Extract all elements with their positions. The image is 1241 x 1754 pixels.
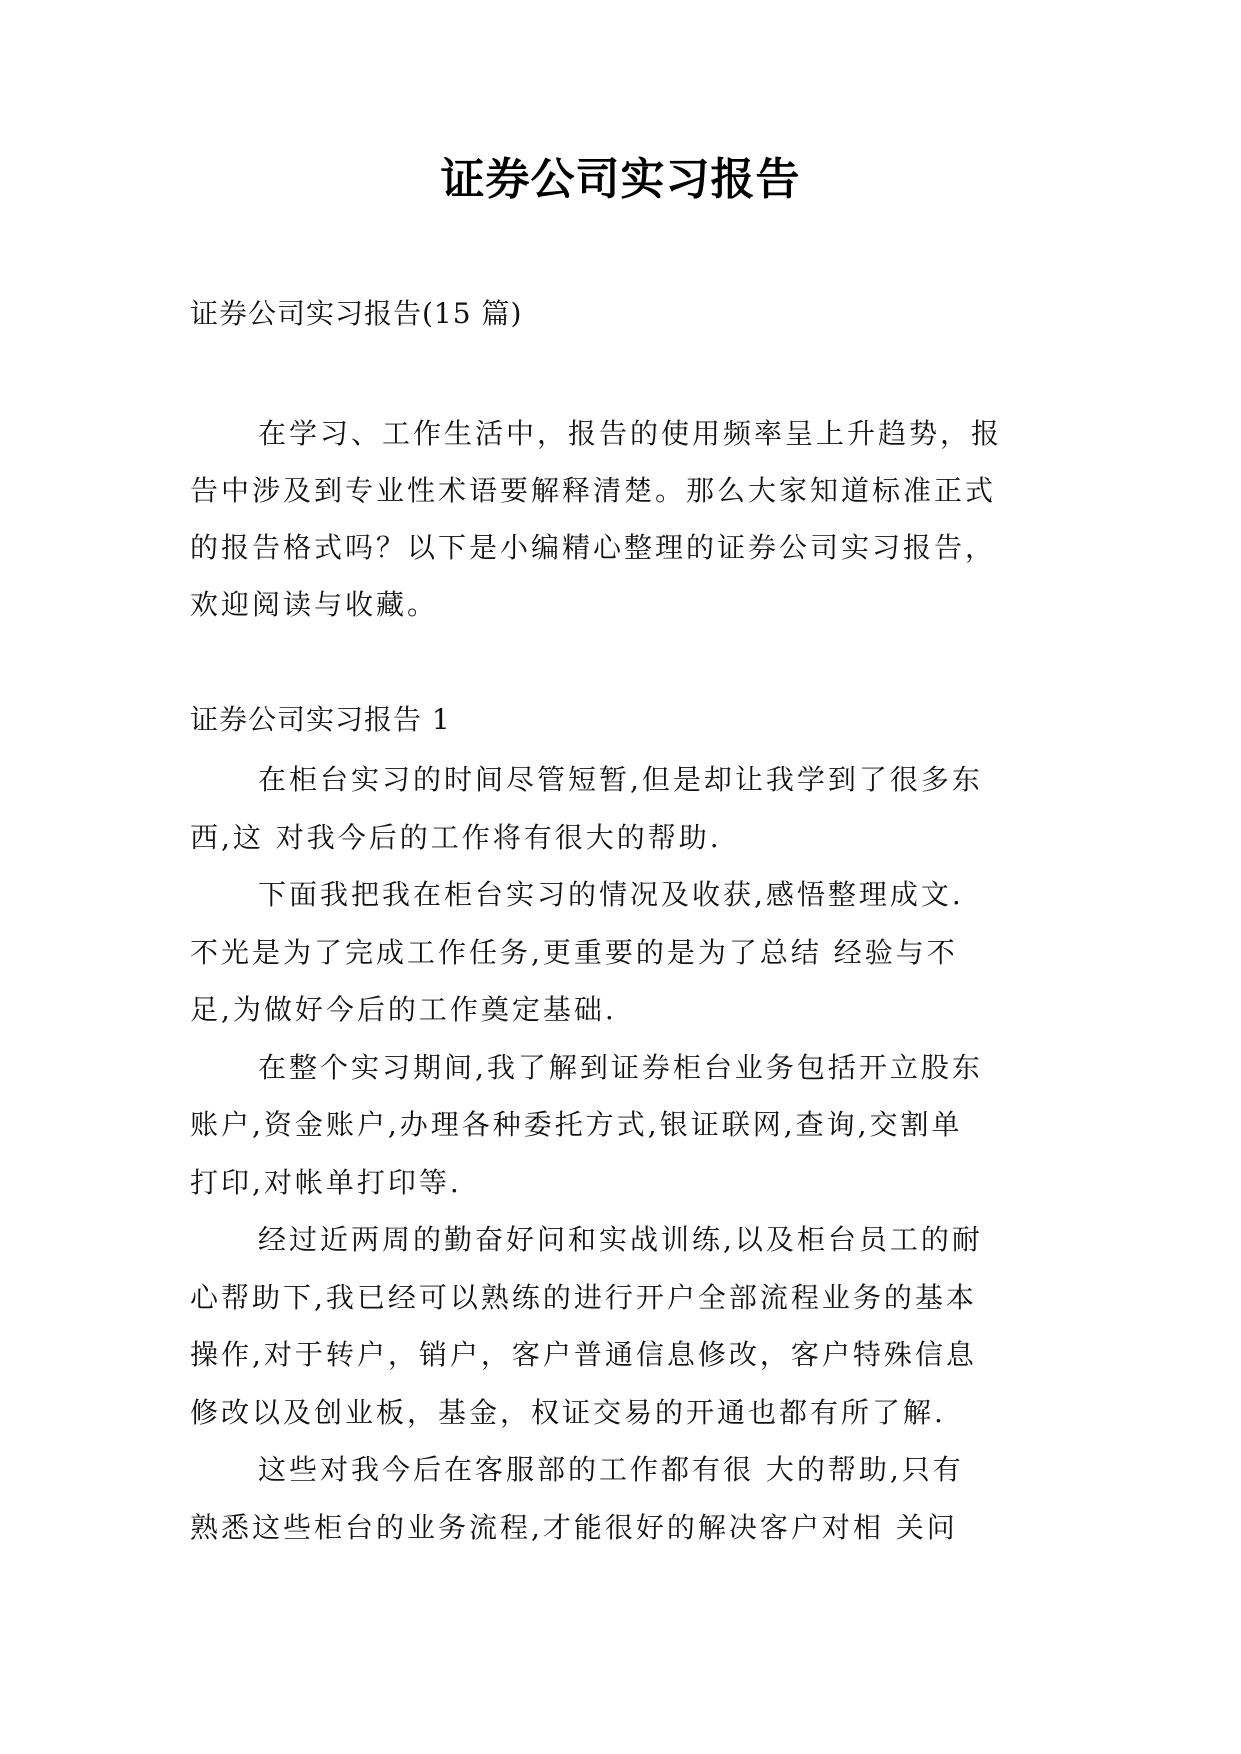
- body-line: 熟悉这些柜台的业务流程,才能很好的解决客户对相 关问: [190, 1510, 958, 1544]
- document-subtitle: 证券公司实习报告(15 篇): [190, 297, 523, 330]
- body-line: 操作,对于转户，销户，客户普通信息修改，客户特殊信息: [190, 1338, 977, 1371]
- body-line: 修改以及创业板，基金，权证交易的开通也都有所了解.: [190, 1395, 946, 1429]
- intro-line: 欢迎阅读与收藏。: [190, 588, 439, 621]
- body-line: 不光是为了完成工作任务,更重要的是为了总结 经验与不: [190, 935, 958, 969]
- body-line: 在整个实习期间,我了解到证券柜台业务包括开立股东: [258, 1050, 983, 1084]
- body-line: 这些对我今后在客服部的工作都有很 大的帮助,只有: [258, 1453, 964, 1486]
- intro-paragraph: [190, 405, 1070, 633]
- body-line: 账户,资金账户,办理各种委托方式,银证联网,查询,交割单: [190, 1108, 963, 1141]
- intro-line: 的报告格式吗？以下是小编精心整理的证券公司实习报告，: [190, 531, 997, 564]
- body-line: 西,这 对我今后的工作将有很大的帮助.: [190, 820, 722, 854]
- intro-line: 告中涉及到专业性术语要解释清楚。那么大家知道标准正式: [190, 474, 997, 507]
- intro-line: 在学习、工作生活中，报告的使用频率呈上升趋势，报: [258, 417, 1003, 450]
- document-title: 证券公司实习报告: [440, 154, 801, 205]
- section-body: [190, 751, 1070, 1556]
- body-line: 下面我把我在柜台实习的情况及收获,感悟整理成文.: [258, 878, 964, 911]
- body-line: 打印,对帐单打印等.: [190, 1165, 462, 1199]
- section-heading: 证券公司实习报告 1: [190, 703, 451, 736]
- body-line: 足,为做好今后的工作奠定基础.: [190, 993, 617, 1026]
- body-line: 经过近两周的勤奋好问和实战训练,以及柜台员工的耐: [258, 1223, 983, 1256]
- body-line: 心帮助下,我已经可以熟练的进行开户全部流程业务的基本: [190, 1280, 977, 1314]
- body-line: 在柜台实习的时间尽管短暂,但是却让我学到了很多东: [258, 763, 983, 796]
